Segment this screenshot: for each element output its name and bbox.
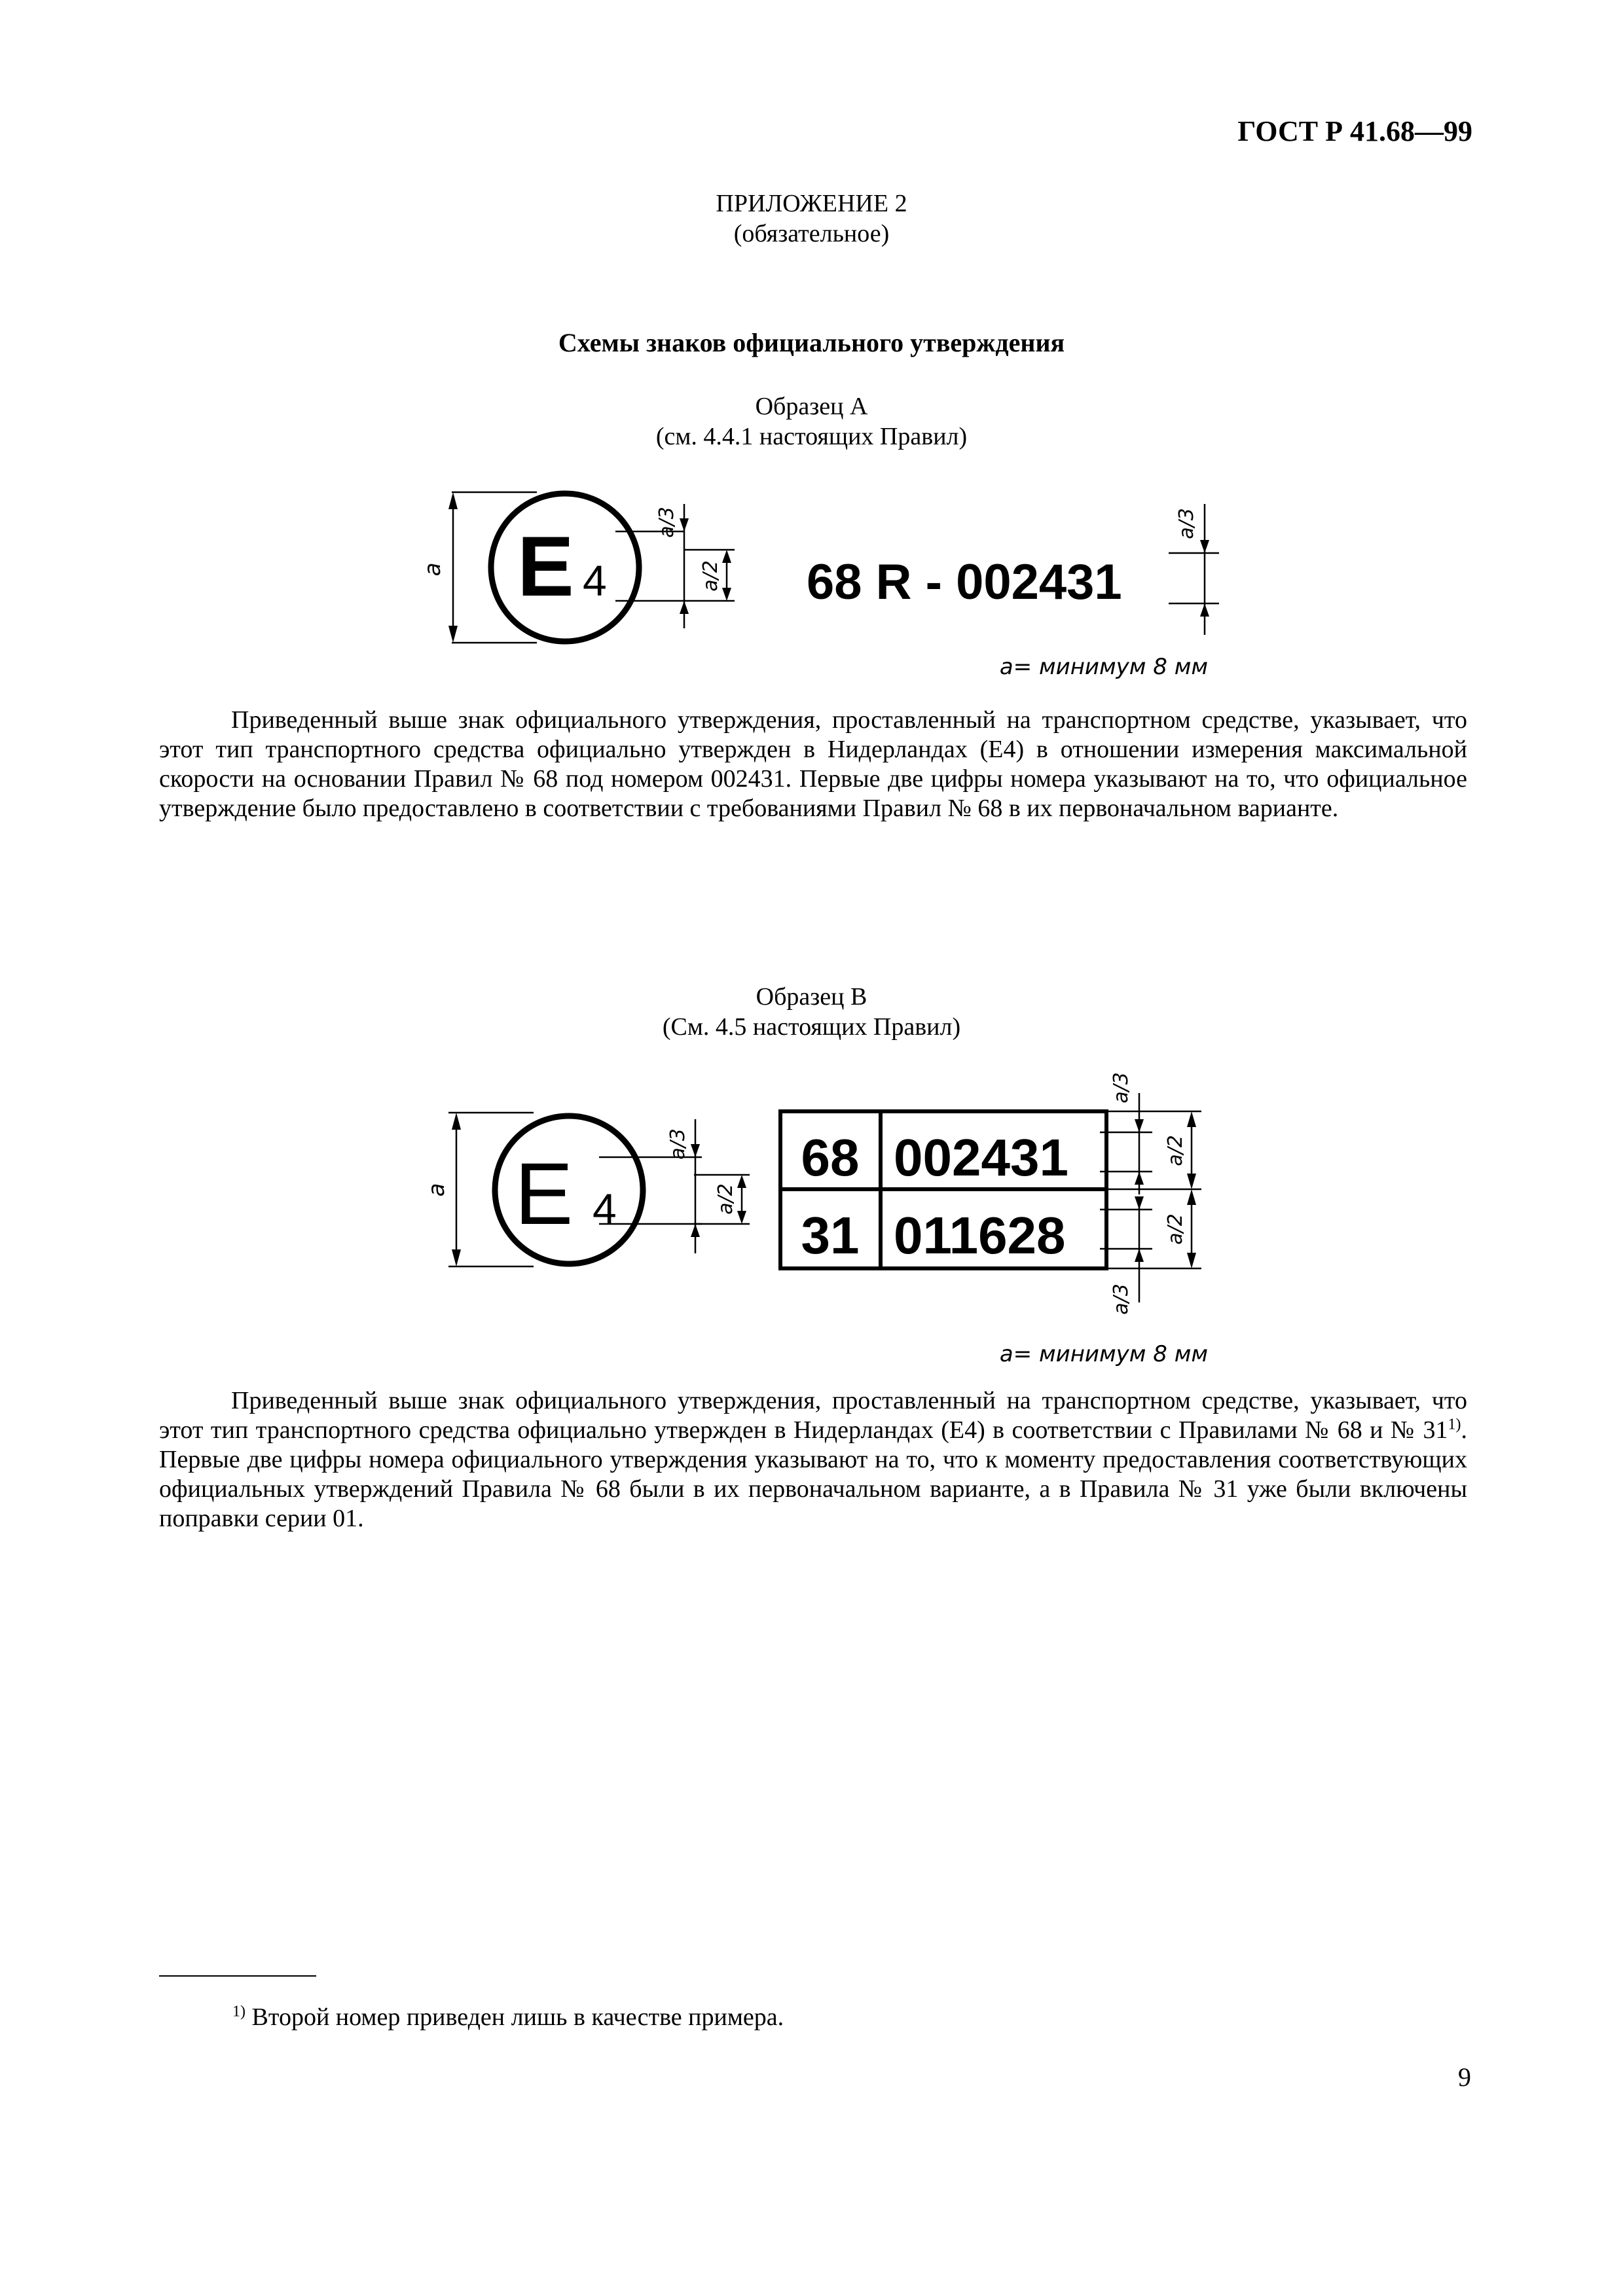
sample-b-title: Образец В [756,983,867,1011]
footnote-mark: 1) [232,2003,246,2020]
sample-b-row-2-number: 011628 [894,1206,1066,1265]
standard-code: ГОСТ Р 41.68—99 [1237,115,1472,147]
sample-a-min-note: a= минимум 8 мм [999,654,1208,680]
sample-a-dim-a3-label: a/3 [655,507,678,538]
sample-a-title-block [0,391,1623,452]
sample-b-dim-a2-top-label: a/2 [1164,1135,1187,1166]
page-number: 9 [1458,2062,1471,2092]
footnote-reference[interactable]: 1) [1448,1416,1461,1433]
sample-b-dim-a3-bottom-label: a/3 [1110,1283,1133,1315]
appendix-title: ПРИЛОЖЕНИЕ 2 [716,190,907,217]
footnote [232,2003,784,2032]
sample-a-title: Образец А [755,393,868,420]
sample-b-dim-a3-label: a/3 [666,1128,689,1160]
sample-b-mark-letter: E [515,1145,574,1243]
sample-b-row-1-regulation: 68 [801,1128,860,1187]
sample-b-row-1-number: 002431 [894,1128,1068,1187]
sample-b-description-continued: . Первые две цифры номера официального утверждения указывают на то, что к моменту предоставления соответствующих официальных утверждений Правила № 68 были в их первоначальном варианте, а в Правила № 31 уже были включены поправки серии 01. [159,1416,1467,1532]
sample-a-reference: (см. 4.4.1 настоящих Правил) [655,423,968,450]
sample-b-title-block [0,982,1623,1042]
sample-b-dim-a2-label: a/2 [714,1183,737,1215]
footnote-text: Второй номер приведен лишь в качестве примера. [251,2003,784,2031]
sample-a-mark-country: 4 [583,556,607,605]
footnote-divider [159,1975,316,1977]
sample-a-dim-a-label: a [420,562,446,577]
sample-a-approval-text: 68 R - 002431 [807,554,1122,610]
sample-b-mark-country: 4 [593,1185,617,1233]
appendix-block [0,188,1623,249]
appendix-status: (обязательное) [733,220,890,247]
sample-b-description [159,1386,1467,1534]
sample-a-dim-a2-label: a/2 [699,560,722,592]
sample-b-row-2-regulation: 31 [801,1206,860,1265]
sample-a-mark-letter: E [517,518,574,614]
section-heading: Схемы знаков официального утверждения [558,328,1065,357]
sample-b-dim-a3-top-label: a/3 [1110,1072,1133,1103]
sample-b-reference: (См. 4.5 настоящих Правил) [662,1013,961,1041]
sample-b-dim-a-label: a [424,1183,450,1197]
sample-a-dim-a3-right-label: a/3 [1175,508,1198,539]
sample-b-description-text: Приведенный выше знак официального утверждения, проставленный на транспортном средстве, указывает, что этот тип транспортного средства официально утвержден в Нидерландах (E4) в соответствии с Правилами № 68 и № 31 [159,1387,1467,1444]
sample-b-dim-a2-bottom-label: a/2 [1164,1213,1187,1245]
sample-b-min-note: a= минимум 8 мм [999,1341,1208,1367]
sample-b-diagram [0,1054,1623,1381]
sample-a-diagram [0,458,1623,694]
sample-a-description: Приведенный выше знак официального утверждения, проставленный на транспортном средстве, указывает, что этот тип транспортного средства официально утвержден в Нидерландах (E4) в отношении измерения максимальной скорости на основании Правил № 68 под номером 002431. Первые две цифры номера указывают на то, что официальное утверждение было предоставлено в соответствии с требованиями Правил № 68 в их первоначальном варианте. [159,706,1467,822]
